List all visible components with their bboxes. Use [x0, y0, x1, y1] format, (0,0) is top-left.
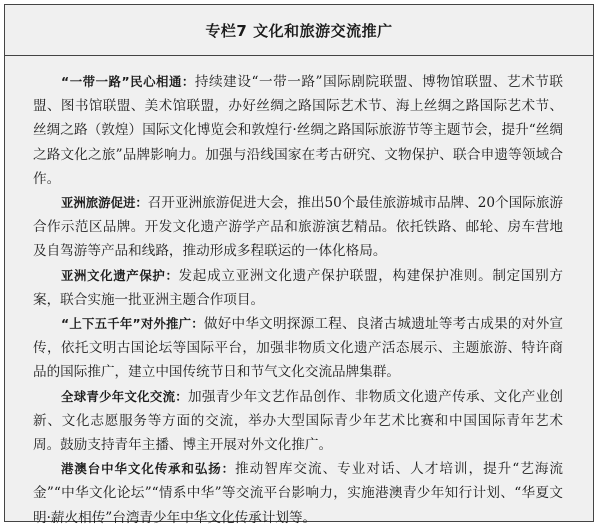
paragraph-five-thousand-years — [33, 312, 563, 385]
paragraph-asia-tourism — [33, 191, 563, 264]
column-box — [4, 4, 594, 526]
paragraph-asia-heritage — [33, 264, 563, 312]
paragraph-body: 做好中华文明探源工程、良渚古城遗址等考古成果的对外宣传，依托文明古国论坛等国际平台，加强非物质文化遗产活态展示、主题旅游、特许商品的国际推广，建立中国传统节日和节气文化交流品牌集群。 — [33, 316, 563, 381]
paragraph-body: 发起成立亚洲文化遗产保护联盟，构建保护准则。制定国别方案，联合实施一批亚洲主题合作项目。 — [33, 267, 563, 308]
paragraph-youth-exchange — [33, 385, 563, 458]
paragraph-lead: 亚洲文化遗产保护： — [61, 267, 179, 283]
paragraph-lead: 全球青少年文化交流： — [61, 388, 188, 404]
paragraph-hk-macao-taiwan — [33, 457, 563, 530]
paragraph-lead: 亚洲旅游促进： — [61, 195, 148, 211]
paragraph-belt-road — [33, 70, 563, 191]
paragraph-lead: 港澳台中华文化传承和弘扬： — [61, 461, 236, 477]
paragraph-lead: “上下五千年”对外推广： — [61, 316, 204, 332]
paragraph-body: 召开亚洲旅游促进大会，推出50个最佳旅游城市品牌、20个国际旅游合作示范区品牌。开发文化遗产游学产品和旅游演艺精品。依托铁路、邮轮、房车营地及自驾游等产品和线路，推动形成多程联运的一体化格局。 — [33, 195, 564, 260]
column-content — [5, 56, 593, 530]
paragraph-body: 推动智库交流、专业对话、人才培训，提升“艺海流金”“中华文化论坛”“情系中华”等交流平台影响力，实施港澳青少年知行计划、“华夏文明·薪火相传”台湾青少年中华文化传承计划等。 — [33, 461, 563, 526]
paragraph-lead: “一带一路”民心相通： — [61, 74, 195, 89]
paragraph-body: 持续建设“一带一路”国际剧院联盟、博物馆联盟、艺术节联盟、图书馆联盟、美术馆联盟，办好丝绸之路国际艺术节、海上丝绸之路国际艺术节、丝绸之路（敦煌）国际文化博览会和敦煌行·丝绸之路国际旅游节等主题节会，提升“丝绸之路文化之旅”品牌影响力。加强与沿线国家在考古研究、文物保护、联合申遗等领域合作。 — [33, 74, 563, 187]
paragraph-body: 加强青少年文艺作品创作、非物质文化遗产传承、文化产业创新、文化志愿服务等方面的交流，举办大型国际青少年艺术比赛和中国国际青年艺术周。鼓励支持青年主播、博主开展对外文化推广。 — [33, 388, 564, 454]
column-title: 专栏7 文化和旅游交流推广 — [5, 5, 593, 56]
